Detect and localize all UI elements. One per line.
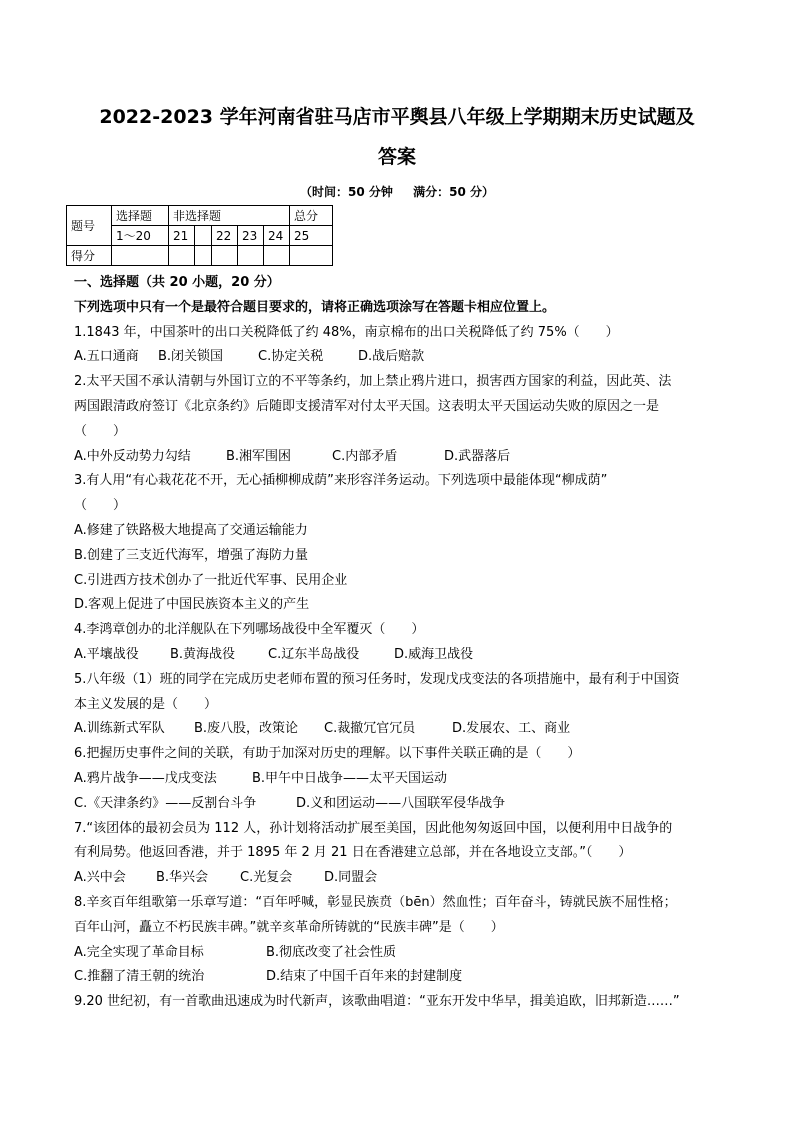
option-a: A.五口通商 <box>74 349 139 365</box>
exam-title-line2: 答案 <box>377 146 416 168</box>
option-c: C.《天津条约》——反割台斗争 <box>74 795 257 811</box>
option-c: C.协定关税 <box>258 349 324 365</box>
time-info: （时间：50 分钟 <box>300 185 393 199</box>
question-4-stem: 4.李鸿章创办的北洋舰队在下列哪场战役中全军覆灭（ ） <box>74 622 425 638</box>
score-info: 满分：50 分） <box>413 185 494 199</box>
question-8-options-row2 <box>74 965 734 990</box>
score-table-cell <box>112 246 169 266</box>
score-table-cell <box>290 246 333 266</box>
question-2-stem-line1: 2.太平天国不承认清朝与外国订立的不平等条约，加上禁止鸦片进口，损害西方国家的利益，因此英、法 <box>74 374 672 390</box>
option-d: D.义和团运动——八国联军侵华战争 <box>296 795 506 811</box>
option-c: C.内部矛盾 <box>332 448 398 464</box>
question-3-option-c: C.引进西方技术创办了一批近代军事、民用企业 <box>74 572 348 588</box>
question-2-options <box>74 445 734 470</box>
question-3-stem-line2: （ ） <box>74 498 127 514</box>
option-a: A.鸦片战争——戊戌变法 <box>74 770 217 786</box>
option-d: D.结束了中国千百年来的封建制度 <box>266 969 463 985</box>
question-5-stem-line2: 本主义发展的是（ ） <box>74 696 218 712</box>
option-b: B.彻底改变了社会性质 <box>266 944 397 960</box>
option-b: B.闭关锁国 <box>158 349 224 365</box>
question-8-stem-line2: 百年山河，矗立不朽民族丰碑。”就辛亥革命所铸就的“民族丰碑”是（ ） <box>74 919 504 935</box>
question-1-stem: 1.1843 年，中国茶叶的出口关税降低了约 48%，南京棉布的出口关税降低了约 75%（ ） <box>74 324 619 340</box>
section-heading: 一、选择题（共 20 小题，20 分） <box>74 275 280 290</box>
option-a: A.完全实现了革命目标 <box>74 944 204 960</box>
question-6-stem: 6.把握历史事件之间的关联，有助于加深对历史的理解。以下事件关联正确的是（ ） <box>74 746 581 762</box>
score-table-cell <box>195 226 212 246</box>
score-table-cell <box>212 246 238 266</box>
option-a: A.兴中会 <box>74 870 126 886</box>
option-d: D.威海卫战役 <box>394 646 474 662</box>
exam-body <box>74 271 734 1015</box>
question-8-options-row1 <box>74 941 734 966</box>
option-c: C.裁撤冗官冗员 <box>324 721 416 737</box>
exam-title-line1: 2022-2023 学年河南省驻马店市平舆县八年级上学期期末历史试题及 <box>99 106 695 128</box>
question-3-option-a: A.修建了铁路极大地提高了交通运输能力 <box>74 522 308 538</box>
score-table-cell: 25 <box>290 226 333 246</box>
score-table-header-choice: 选择题 <box>112 206 169 226</box>
question-6-options-row2 <box>74 792 734 817</box>
question-7-stem-line1: 7.“该团体的最初会员为 112 人，孙计划将活动扩展至美国，因此他匆匆返回中国，以便利用中日战争的 <box>74 820 673 836</box>
question-1-options <box>74 345 734 370</box>
option-d: D.发展农、工、商业 <box>452 721 571 737</box>
question-3-option-d: D.客观上促进了中国民族资本主义的产生 <box>74 597 310 613</box>
score-table <box>66 205 333 266</box>
question-2-stem-line3: （ ） <box>74 423 127 439</box>
question-8-stem-line1: 8.辛亥百年组歌第一乐章写道：“百年呼喊，彰显民族贲（bēn）然血性；百年奋斗，铸就民族不屈性格； <box>74 894 677 910</box>
score-table-range: 1～20 <box>112 226 169 246</box>
question-9-stem: 9.20 世纪初，有一首歌曲迅速成为时代新声，该歌曲唱道：“亚东开发中华早，揖美追欧，旧邦新造……” <box>74 994 680 1010</box>
option-a: A.平壤战役 <box>74 646 139 662</box>
score-table-cell: 23 <box>238 226 264 246</box>
score-table-cell: 21 <box>169 226 195 246</box>
option-b: B.甲午中日战争——太平天国运动 <box>252 770 448 786</box>
score-table-header-total: 总分 <box>290 206 333 226</box>
option-c: C.辽东半岛战役 <box>268 646 360 662</box>
question-3-option-b: B.创建了三支近代海军，增强了海防力量 <box>74 547 309 563</box>
option-b: B.华兴会 <box>156 870 209 886</box>
question-7-stem-line2: 有利局势。他返回香港，并于 1895 年 2 月 21 日在香港建立总部，并在各地设立支部。”（ ） <box>74 845 632 861</box>
option-b: B.黄海战役 <box>170 646 236 662</box>
section-instruction: 下列选项中只有一个是最符合题目要求的，请将正确选项涂写在答题卡相应位置上。 <box>74 299 556 315</box>
exam-meta <box>0 183 794 200</box>
option-a: A.中外反动势力勾结 <box>74 448 191 464</box>
score-table-cell: 24 <box>264 226 290 246</box>
option-c: C.光复会 <box>240 870 293 886</box>
question-7-options <box>74 866 734 891</box>
question-6-options-row1 <box>74 767 734 792</box>
question-3-stem-line1: 3.有人用“有心栽花花不开，无心插柳柳成荫”来形容洋务运动。下列选项中最能体现“柳成荫” <box>74 473 608 489</box>
option-a: A.训练新式军队 <box>74 721 165 737</box>
score-table-header-nonchoice: 非选择题 <box>169 206 290 226</box>
option-d: D.武器落后 <box>444 448 511 464</box>
score-table-cell <box>264 246 290 266</box>
question-2-stem-line2: 两国跟清政府签订《北京条约》后随即支援清军对付太平天国。这表明太平天国运动失败的原因之一是 <box>74 398 660 414</box>
question-4-options <box>74 643 734 668</box>
score-table-header-number: 题号 <box>67 206 112 246</box>
score-table-cell: 22 <box>212 226 238 246</box>
option-b: B.废八股，改策论 <box>194 721 299 737</box>
option-c: C.推翻了清王朝的统治 <box>74 969 205 985</box>
score-table-cell <box>169 246 195 266</box>
question-5-options <box>74 717 734 742</box>
option-d: D.战后赔款 <box>358 349 425 365</box>
question-5-stem-line1: 5.八年级（1）班的同学在完成历史老师布置的预习任务时，发现戊戌变法的各项措施中，最有利于中国资 <box>74 671 680 687</box>
option-b: B.湘军围困 <box>226 448 292 464</box>
score-table-cell <box>238 246 264 266</box>
option-d: D.同盟会 <box>324 870 378 886</box>
score-table-cell <box>195 246 212 266</box>
score-table-header-score: 得分 <box>67 246 112 266</box>
